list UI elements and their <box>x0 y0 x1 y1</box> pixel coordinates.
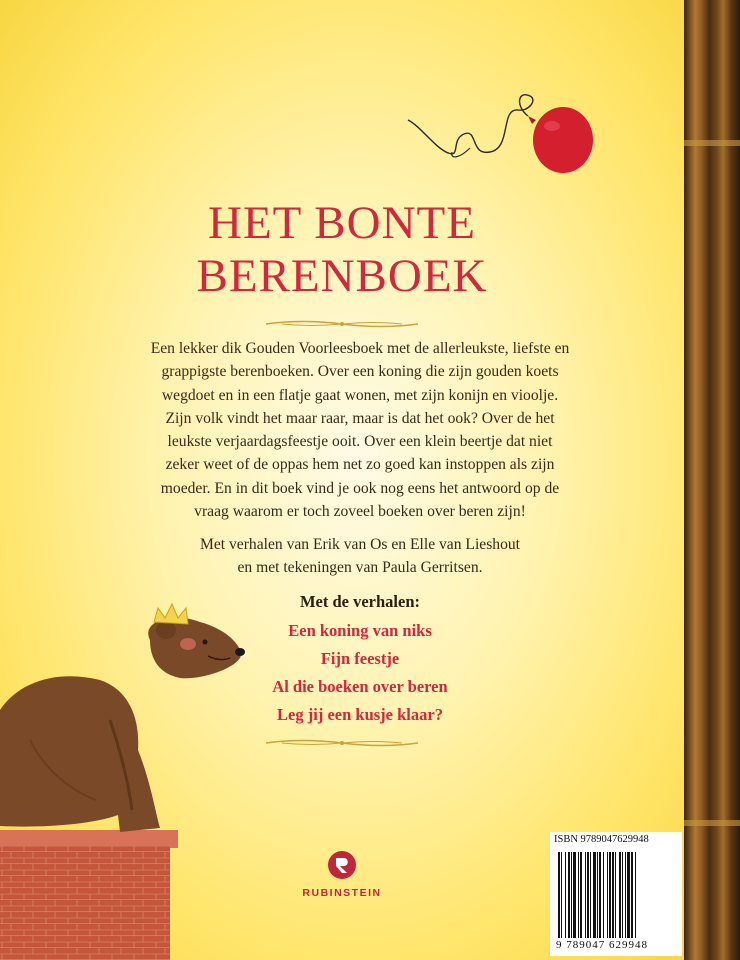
barcode-bar <box>568 852 570 938</box>
barcode-bar <box>580 852 582 938</box>
stories-heading: Met de verhalen: <box>299 592 421 611</box>
barcode <box>550 832 682 956</box>
barcode-bar <box>593 852 596 938</box>
barcode-bar <box>607 852 608 938</box>
divider-ornament <box>262 317 422 331</box>
barcode-bar <box>625 852 626 938</box>
barcode-bar <box>587 852 589 938</box>
barcode-bar <box>599 852 601 938</box>
barcode-bar <box>590 852 591 938</box>
publisher-name: RUBINSTEIN <box>302 887 382 899</box>
credits <box>140 533 580 579</box>
barcode-bar <box>573 852 576 938</box>
description-text: Een lekker dik Gouden Voorleesboek met de allerleukste, liefste en grappigste berenboeken. Over een koning die zijn gouden koets wegdoet en in een flatje gaat wonen, met zijn konijn en vioolje. Zijn volk vindt het maar raar, maar is dat het ook? Over de het leukste verjaardagsfeestje ooit. Over een klein beertje dat niet zeker weet of de oppas hem net zo goed kan instoppen als zijn moeder. En in dit boek vind je ook nog eens het antwoord op de vraag waarom er toch zoveel boeken over beren zijn! <box>150 340 570 521</box>
barcode-bar <box>571 852 572 938</box>
divider-ornament <box>262 736 422 750</box>
barcode-bar <box>631 852 633 938</box>
book-spine <box>684 0 740 960</box>
barcode-bars <box>558 852 674 938</box>
spine-band <box>684 820 740 826</box>
title-line-2: BERENBOEK <box>196 250 488 302</box>
story-title: Leg jij een kusje klaar? <box>277 705 443 724</box>
story-title: Een koning van niks <box>288 621 432 640</box>
publisher-logo <box>292 850 392 899</box>
barcode-bar <box>622 852 623 938</box>
spine-band <box>684 140 740 146</box>
barcode-bar <box>565 852 566 938</box>
isbn-label: ISBN 9789047629948 <box>554 834 649 845</box>
barcode-bar <box>627 852 630 938</box>
barcode-bar <box>635 852 636 938</box>
barcode-bar <box>612 852 614 938</box>
barcode-bar <box>615 852 616 938</box>
rubinstein-logo-icon <box>327 850 357 880</box>
barcode-bar <box>597 852 598 938</box>
barcode-bar <box>561 852 562 938</box>
balloon-illustration <box>400 78 600 188</box>
barcode-bar <box>619 852 621 938</box>
title-line-1: HET BONTE <box>208 197 476 249</box>
credits-line-1: Met verhalen van Erik van Os en Elle van Lieshout <box>199 536 520 553</box>
barcode-bar <box>603 852 604 938</box>
bear-with-crown-illustration <box>0 600 250 960</box>
barcode-bar <box>585 852 586 938</box>
story-title: Fijn feestje <box>320 649 400 668</box>
barcode-bar <box>578 852 579 938</box>
story-title: Al die boeken over beren <box>272 677 448 696</box>
barcode-number: 9 789047 629948 <box>556 939 648 951</box>
barcode-bar <box>609 852 611 938</box>
barcode-bar <box>558 852 560 938</box>
credits-line-2: en met tekeningen van Paula Gerritsen. <box>237 559 483 576</box>
